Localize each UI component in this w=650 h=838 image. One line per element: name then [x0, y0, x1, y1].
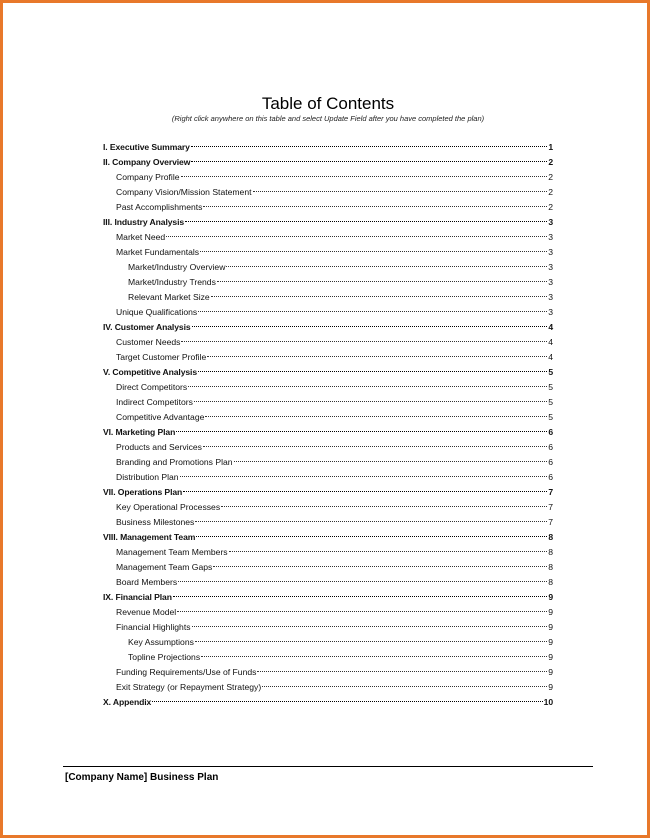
toc-entry[interactable]: [103, 545, 553, 560]
toc-leader-dots: [195, 521, 547, 522]
toc-entry[interactable]: [103, 485, 553, 500]
toc-entry-page: 9: [548, 637, 553, 647]
toc-entry-page: 3: [548, 232, 553, 242]
toc-entry-label: Revenue Model: [116, 607, 177, 617]
toc-leader-dots: [196, 536, 547, 537]
toc-entry-page: 6: [548, 472, 553, 482]
toc-entry-page: 3: [548, 217, 553, 227]
toc-entry[interactable]: [103, 185, 553, 200]
page-subtitle: (Right click anywhere on this table and select Update Field after you have completed the plan): [171, 114, 485, 123]
toc-entry[interactable]: [103, 620, 553, 635]
toc-entry-page: 1: [548, 142, 553, 152]
toc-leader-dots: [226, 266, 547, 267]
toc-entry-label: Products and Services: [116, 442, 202, 452]
toc-entry-label: Business Milestones: [116, 517, 195, 527]
toc-leader-dots: [198, 311, 547, 312]
toc-entry-page: 8: [548, 532, 553, 542]
toc-entry-page: 4: [548, 322, 553, 332]
toc-entry-label: Company Profile: [116, 172, 180, 182]
toc-entry-page: 2: [548, 172, 553, 182]
toc-entry-page: 9: [548, 652, 553, 662]
toc-leader-dots: [198, 371, 547, 372]
toc-entry-label: Market Need: [116, 232, 166, 242]
toc-leader-dots: [257, 671, 547, 672]
toc-entry-page: 3: [548, 262, 553, 272]
toc-entry[interactable]: [103, 425, 553, 440]
toc-entry[interactable]: [103, 170, 553, 185]
toc-leader-dots: [195, 641, 547, 642]
toc-entry[interactable]: [103, 320, 553, 335]
toc-entry-page: 9: [548, 667, 553, 677]
toc-entry[interactable]: [103, 470, 553, 485]
toc-leader-dots: [191, 146, 547, 147]
toc-leader-dots: [188, 386, 547, 387]
toc-leader-dots: [217, 281, 547, 282]
toc-entry-page: 2: [548, 202, 553, 212]
toc-leader-dots: [221, 506, 547, 507]
toc-entry-page: 7: [548, 517, 553, 527]
toc-entry-label: X. Appendix: [103, 697, 152, 707]
toc-entry-label: IV. Customer Analysis: [103, 322, 191, 332]
footer-divider: [63, 766, 593, 767]
toc-entry[interactable]: [103, 305, 553, 320]
toc-entry-page: 8: [548, 562, 553, 572]
toc-entry-label: Exit Strategy (or Repayment Strategy): [116, 682, 262, 692]
toc-entry[interactable]: [103, 275, 553, 290]
toc-entry-page: 3: [548, 307, 553, 317]
toc-leader-dots: [211, 296, 548, 297]
toc-entry-label: Relevant Market Size: [128, 292, 210, 302]
toc-entry-label: VI. Marketing Plan: [103, 427, 176, 437]
toc-entry[interactable]: [103, 395, 553, 410]
toc-entry[interactable]: [103, 290, 553, 305]
toc-leader-dots: [178, 581, 547, 582]
toc-entry-label: Management Team Gaps: [116, 562, 213, 572]
toc-entry[interactable]: [103, 635, 553, 650]
toc-entry-label: Key Operational Processes: [116, 502, 221, 512]
toc-leader-dots: [191, 161, 547, 162]
toc-entry[interactable]: [103, 695, 553, 710]
table-of-contents: [103, 140, 553, 710]
toc-entry[interactable]: [103, 515, 553, 530]
toc-entry-page: 7: [548, 487, 553, 497]
toc-entry-label: Direct Competitors: [116, 382, 188, 392]
toc-entry-page: 2: [548, 187, 553, 197]
toc-entry-page: 3: [548, 277, 553, 287]
toc-entry-label: Indirect Competitors: [116, 397, 193, 407]
toc-entry-label: Company Vision/Mission Statement: [116, 187, 252, 197]
toc-entry[interactable]: [103, 230, 553, 245]
toc-entry-page: 6: [548, 427, 553, 437]
toc-leader-dots: [152, 701, 542, 702]
toc-entry-label: V. Competitive Analysis: [103, 367, 198, 377]
toc-entry-label: VIII. Management Team: [103, 532, 196, 542]
toc-entry-page: 4: [548, 352, 553, 362]
toc-entry-page: 3: [548, 247, 553, 257]
toc-entry-page: 4: [548, 337, 553, 347]
toc-entry[interactable]: [103, 155, 553, 170]
toc-leader-dots: [203, 206, 547, 207]
toc-leader-dots: [173, 596, 547, 597]
toc-entry[interactable]: [103, 335, 553, 350]
toc-leader-dots: [181, 341, 547, 342]
toc-entry-label: II. Company Overview: [103, 157, 191, 167]
toc-leader-dots: [180, 476, 548, 477]
toc-entry-label: Customer Needs: [116, 337, 181, 347]
toc-entry-label: III. Industry Analysis: [103, 217, 185, 227]
toc-entry-page: 5: [548, 367, 553, 377]
toc-entry-page: 3: [548, 292, 553, 302]
toc-entry[interactable]: [103, 500, 553, 515]
toc-entry[interactable]: [103, 680, 553, 695]
toc-leader-dots: [183, 491, 547, 492]
toc-leader-dots: [192, 326, 548, 327]
toc-entry-page: 8: [548, 577, 553, 587]
toc-entry-page: 10: [543, 697, 553, 707]
toc-entry-label: Target Customer Profile: [116, 352, 207, 362]
toc-entry-label: IX. Financial Plan: [103, 592, 172, 602]
toc-entry-label: Past Accomplishments: [116, 202, 203, 212]
toc-leader-dots: [185, 221, 547, 222]
toc-entry[interactable]: [103, 245, 553, 260]
toc-entry-page: 5: [548, 382, 553, 392]
toc-entry-label: Unique Qualifications: [116, 307, 198, 317]
toc-leader-dots: [176, 431, 547, 432]
toc-entry-page: 5: [548, 412, 553, 422]
toc-entry[interactable]: [103, 410, 553, 425]
toc-entry-page: 7: [548, 502, 553, 512]
toc-entry[interactable]: [103, 605, 553, 620]
toc-entry-label: VII. Operations Plan: [103, 487, 183, 497]
toc-entry[interactable]: [103, 590, 553, 605]
toc-leader-dots: [205, 416, 547, 417]
toc-entry-page: 9: [548, 682, 553, 692]
toc-leader-dots: [181, 176, 548, 177]
toc-leader-dots: [262, 686, 547, 687]
toc-entry-label: Financial Highlights: [116, 622, 191, 632]
toc-leader-dots: [207, 356, 547, 357]
toc-entry-label: Branding and Promotions Plan: [116, 457, 233, 467]
toc-leader-dots: [213, 566, 547, 567]
toc-leader-dots: [253, 191, 548, 192]
page-title: Table of Contents: [261, 94, 395, 113]
toc-entry[interactable]: [103, 365, 553, 380]
toc-leader-dots: [234, 461, 548, 462]
toc-entry[interactable]: [103, 350, 553, 365]
toc-leader-dots: [192, 626, 548, 627]
toc-entry-page: 8: [548, 547, 553, 557]
toc-entry-label: Competitive Advantage: [116, 412, 205, 422]
toc-leader-dots: [229, 551, 548, 552]
toc-entry-label: Distribution Plan: [116, 472, 179, 482]
toc-entry-label: Market Fundamentals: [116, 247, 200, 257]
toc-entry[interactable]: [103, 440, 553, 455]
toc-entry[interactable]: [103, 560, 553, 575]
toc-entry[interactable]: [103, 665, 553, 680]
toc-entry[interactable]: [103, 530, 553, 545]
toc-entry-label: Key Assumptions: [128, 637, 194, 647]
toc-entry[interactable]: [103, 380, 553, 395]
toc-entry-label: Market/Industry Trends: [128, 277, 216, 287]
toc-entry[interactable]: [103, 650, 553, 665]
toc-entry-label: Market/Industry Overview: [128, 262, 226, 272]
toc-entry-label: Topline Projections: [128, 652, 201, 662]
toc-entry[interactable]: [103, 455, 553, 470]
toc-entry[interactable]: [103, 200, 553, 215]
toc-leader-dots: [201, 656, 547, 657]
toc-entry[interactable]: [103, 260, 553, 275]
toc-entry[interactable]: [103, 140, 553, 155]
toc-entry-page: 9: [548, 592, 553, 602]
toc-entry-page: 6: [548, 457, 553, 467]
toc-entry-label: Board Members: [116, 577, 178, 587]
toc-leader-dots: [200, 251, 547, 252]
toc-leader-dots: [177, 611, 547, 612]
toc-entry[interactable]: [103, 575, 553, 590]
toc-leader-dots: [166, 236, 547, 237]
toc-leader-dots: [203, 446, 547, 447]
footer-text: [Company Name] Business Plan: [65, 772, 219, 783]
toc-entry-page: 6: [548, 442, 553, 452]
toc-leader-dots: [194, 401, 547, 402]
toc-entry[interactable]: [103, 215, 553, 230]
toc-entry-page: 9: [548, 622, 553, 632]
toc-entry-page: 2: [548, 157, 553, 167]
toc-entry-label: I. Executive Summary: [103, 142, 190, 152]
toc-entry-label: Management Team Members: [116, 547, 228, 557]
toc-entry-page: 5: [548, 397, 553, 407]
toc-entry-label: Funding Requirements/Use of Funds: [116, 667, 257, 677]
toc-entry-page: 9: [548, 607, 553, 617]
